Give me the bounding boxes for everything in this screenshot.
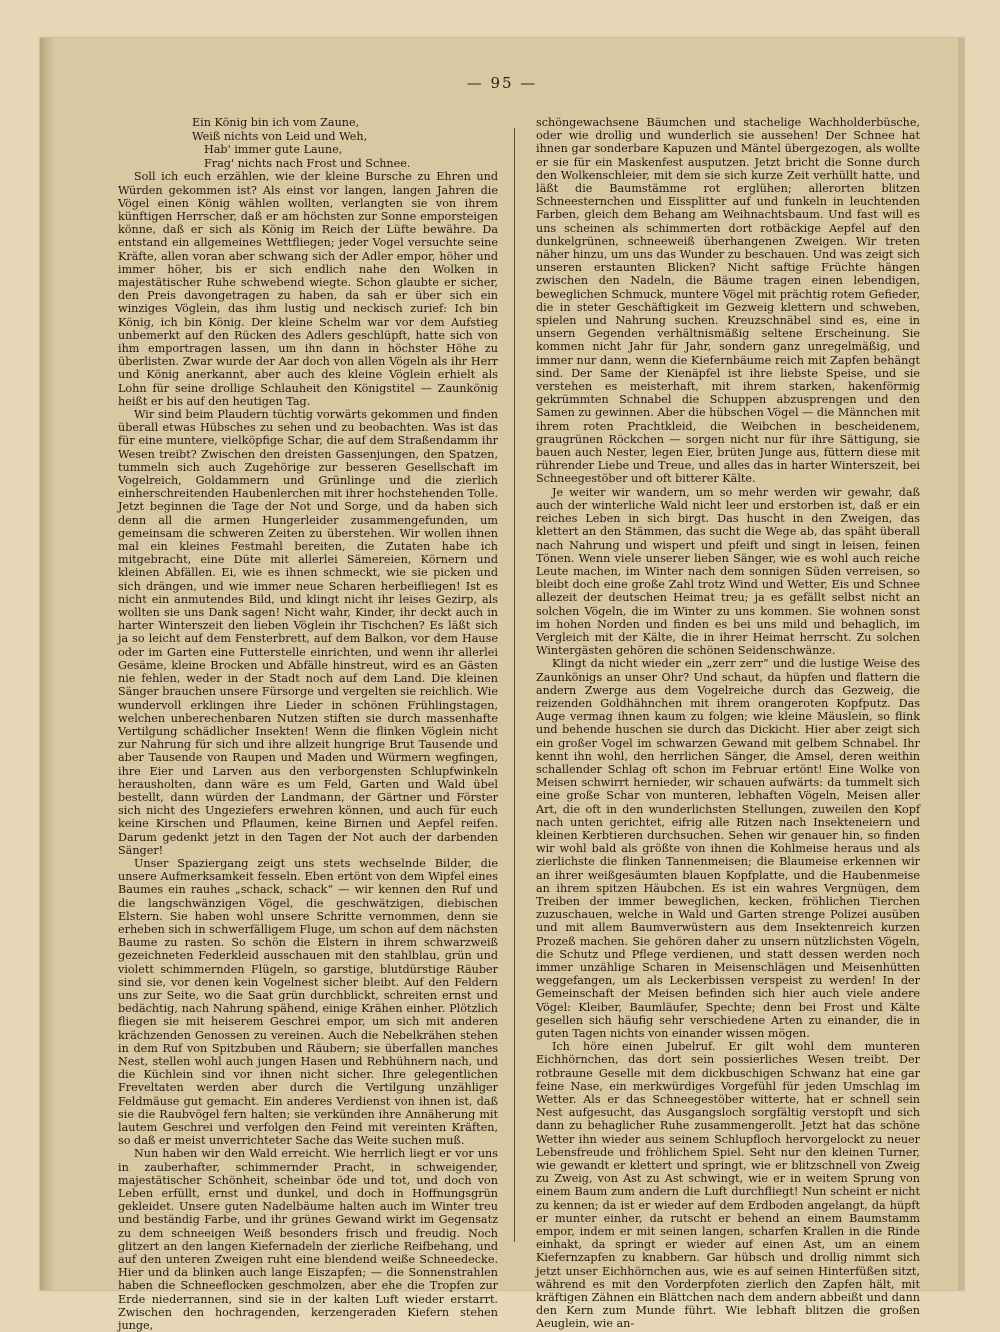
page-number: — 95 —: [466, 74, 538, 92]
paragraph: Nun haben wir den Wald erreicht. Wie herrlich liegt er vor uns in zauberhafter, schimmernder Pracht, in schweigender, majestätischer Schönheit, scheinbar öde und tot, und doch von Leben erfüllt, ernst und dunkel, und doch in Hoffnungsgrün gekleidet. Unsere guten Nadelbäume halten auch im Winter treu und beständig Farbe, und ihr grünes Gewand wirkt im Gegensatz zu dem schneeigen Weiß besonders frisch und freudig. Noch glitzert an den langen Kiefernadeln der zierliche Reifbehang, und auf den unteren Zweigen ruht eine blendend weiße Schneedecke. Hier und da blinken auch lange Eiszapfen; — die Sonnenstrahlen haben die Schneeflocken geschmolzen, aber ehe die Tropfen zur Erde niederrannen, sind sie in der kalten Luft wieder erstarrt. Zwischen den hochragenden, kerzengeraden Kiefern stehen junge,: [118, 1147, 498, 1332]
paragraph: Unser Spaziergang zeigt uns stets wechselnde Bilder, die unsere Aufmerksamkeit fesseln. Eben ertönt von dem Wipfel eines Baumes ein rauhes „schack, schack“ — wir kennen den Ruf und die langschwänzigen Vögel, die geschwätzigen, diebischen Elstern. Sie haben wohl unsere Schritte vernommen, denn sie erheben sich in schwerfälligem Fluge, um schon auf dem nächsten Baume zu rasten. So schön die Elstern in ihrem schwarzweiß gezeichneten Federkleid ausschauen mit den stahlblau, grün und violett schimmernden Flügeln, so garstige, blutdürstige Räuber sind sie, vor denen kein Vogelnest sicher bleibt. Auf den Feldern uns zur Seite, wo die Saat grün durchblickt, schreiten ernst und bedächtig, nach Nahrung spähend, einige Krähen einher. Plötzlich fliegen sie mit heiserem Geschrei empor, um sich mit anderen krächzenden Genossen zu vereinen. Auch die Nebelkrähen stehen in dem Ruf von Spitzbuben und Räubern; sie überfallen manches Nest, stellen wohl auch jungen Hasen und Rebhühnern nach, und die Küchlein sind vor ihnen nicht sicher. Ihre gelegentlichen Freveltaten werden aber durch die Vertilgung unzähliger Feldmäuse gut gemacht. Ein anderes Verdienst von ihnen ist, daß sie die Raubvögel fern halten; sie verkünden ihre Annäherung mit lautem Geschrei und verfolgen den Feind mit vereinten Kräften, so daß er meist unverrichteter Sache das Weite suchen muß.: [118, 856, 498, 1148]
poem-line: Frag' nichts nach Frost und Schnee.: [204, 156, 411, 170]
paragraph: Soll ich euch erzählen, wie der kleine Bursche zu Ehren und Würden gekommen ist? Als einst vor langen, langen Jahren die Vögel einen König wählen wollten, verlangten sie von ihrem künftigen Herrscher, daß er am höchsten zur Sonne emporsteigen könne, daß er sich als König im Reich der Lüfte bewähre. Da entstand ein allgemeines Wettfliegen; jeder Vogel versuchte seine Kräfte, allen voran aber schwang sich der Adler empor, höher und immer höher, bis er sich endlich nahe den Wolken in majestätischer Ruhe schwebend wiegte. Schon glaubte er sicher, den Preis davongetragen zu haben, da sah er über sich ein winziges Vöglein, das ihm lustig und neckisch zurief: Ich bin König, ich bin König. Der kleine Schelm war vor dem Aufstieg unbemerkt auf den Rücken des Adlers geschlüpft, hatte sich von ihm emportragen lassen, um ihn dann in höchster Höhe zu überlisten. Zwar wurde der Aar doch von allen Vögeln als ihr Herr und König anerkannt, aber auch des kleine Vöglein erhielt als Lohn für seine drollige Schlauheit den Königstitel — Zaunkönig heißt er bis auf den heutigen Tag.: [118, 170, 498, 408]
left-column: [118, 116, 498, 1332]
paragraph: schöngewachsene Bäumchen und stachelige Wachholderbüsche, oder wie drollig und wunderlich sie aussehen! Der Schnee hat ihnen gar sonderbare Kapuzen und Mäntel übergezogen, als wollte er sie für ein Maskenfest ausputzen. Jetzt bricht die Sonne durch den Wolkenschleier, mit dem sie sich kurze Zeit verhüllt hatte, und läßt die Baumstämme rot erglühen; allerorten blitzen Schneesternchen und Eissplitter auf und funkeln in leuchtenden Farben, gleich dem Behang am Weihnachtsbaum. Und fast will es uns scheinen als schimmerten dort rotbäckige Aepfel auf den dunkelgrünen, schneeweiß überhangenen Zweigen. Wir treten näher hinzu, um uns das Wunder zu beschauen. Und was zeigt sich unseren erstaunten Blicken? Nicht saftige Früchte hängen zwischen den Nadeln, die Bäume tragen einen lebendigen, beweglichen Schmuck, muntere Vögel mit prächtig rotem Gefieder, die in steter Geschäftigkeit im Gezweig klettern und schweben, spielen und Nahrung suchen. Kreuzschnäbel sind es, eine in unsern Gegenden verhältnismäßig seltene Erscheinung. Sie kommen nicht Jahr für Jahr, sondern ganz unregelmäßig, und immer nur dann, wenn die Kiefernbäume reich mit Zapfen behängt sind. Der Same der Kienäpfel ist ihre liebste Speise, und sie verstehen es meisterhaft, mit ihrem starken, hakenförmig gekrümmten Schnabel die Schuppen abzusprengen und den Samen zu gewinnen. Aber die hübschen Vögel — die Männchen mit ihrem roten Prachtkleid, die Weibchen in bescheidenem, graugrünen Röckchen — sorgen nicht nur für ihre Sättigung, sie bauen auch Nester, legen Eier, brüten Junge aus, füttern diese mit rührender Liebe und Treue, und alles das in harter Winterszeit, bei Schneegestöber und oft bitterer Kälte.: [536, 116, 920, 486]
page-edge: [958, 38, 964, 1290]
paragraph: Klingt da nicht wieder ein „zerr zerr“ und die lustige Weise des Zaunkönigs an unser Ohr? Und schaut, da hüpfen und flattern die andern Zwerge aus dem Vogelreiche durch das Gezweig, die reizenden Goldhähnchen mit ihrem orangeroten Kopfputz. Das Auge vermag ihnen kaum zu folgen; wie kleine Mäuslein, so flink und behende huschen sie durch das Dickicht. Hier aber zeigt sich ein großer Vogel im schwarzen Gewand mit gelbem Schnabel. Ihr kennt ihn wohl, den herrlichen Sänger, die Amsel, deren weithin schallender Schlag oft schon im Februar ertönt! Eine Wolke von Meisen schwirrt hernieder, wir schauen aufwärts: da tummelt sich eine große Schar von munteren, lebhaften Vögeln, Meisen aller Art, die oft in den wunderlichsten Stellungen, zuweilen den Kopf nach unten gerichtet, eifrig alle Ritzen nach Insekteneiern und kleinen Kerbtieren durchsuchen. Sehen wir genauer hin, so finden wir wohl bald als größte von ihnen die Kohlmeise heraus und als zierlichste die flinken Tannenmeisen; die Blaumeise erkennen wir an ihrer weißgesäumten blauen Kopfplatte, und die Haubenmeise an ihrem spitzen Häubchen. Es ist ein wahres Vergnügen, dem Treiben der immer beweglichen, kecken, fröhlichen Tierchen zuzuschauen, welche in Wald und Garten strenge Polizei ausüben und mit allem Baumverwüstern aus dem Insektenreich kurzen Prozeß machen. Sie gehören daher zu unsern nützlichsten Vögeln, die Schutz und Pflege verdienen, und statt dessen werden noch immer unzählige Scharen in Meisenschlägen und Meisenhütten weggefangen, um als Leckerbissen verspeist zu werden! In der Gemeinschaft der Meisen befinden sich hier auch viele andere Vögel: Kleiber, Baumläufer, Spechte; denn bei Frost und Kälte gesellen sich häufig sehr verschiedene Arten zu einander, die in guten Tagen nichts von einander wissen mögen.: [536, 657, 920, 1041]
poem-line: Weiß nichts von Leid und Weh,: [192, 129, 368, 143]
right-column: [536, 116, 920, 1331]
paragraph: Wir sind beim Plaudern tüchtig vorwärts gekommen und finden überall etwas Hübsches zu sehen und zu beobachten. Was ist das für eine muntere, vielköpfige Schar, die auf dem Straßendamm ihr Wesen treibt? Zwischen den dreisten Gassenjungen, den Spatzen, tummeln sich auch Zugehörige zur besseren Gesellschaft im Vogelreich, Goldammern und Grünlinge und die zierlich einherschreitenden Haubenlerchen mit ihrer hochstehenden Tolle. Jetzt beginnen die Tage der Not und Sorge, und da haben sich denn all die armen Hungerleider zusammengefunden, um gemeinsam die schweren Zeiten zu überstehen. Wir wollen ihnen mal ein kleines Festmahl bereiten, die Zutaten habe ich mitgebracht, eine Düte mit allerlei Sämereien, Körnern und kleinen Abfällen. Ei, wie es ihnen schmeckt, wie sie picken und sich drängen, und wie immer neue Scharen herbeifliegen! Ist es nicht ein anmutendes Bild, und klingt nicht ihr leises Gezirp, als wollten sie uns Dank sagen! Nicht wahr, Kinder, ihr deckt auch in harter Winterszeit den lieben Vöglein ihr Tischchen? Es läßt sich ja so leicht auf dem Fensterbrett, auf dem Balkon, vor dem Hause oder im Garten eine Futterstelle einrichten, und wenn ihr allerlei Gesäme, kleine Brocken und Abfälle hinstreut, wird es an Gästen nie fehlen, weder in der Stadt noch auf dem Land. Die kleinen Sänger brauchen unsere Fürsorge und vergelten sie reichlich. Wie wundervoll erklingen ihre Lieder in schönen Frühlingstagen, welchen unberechenbaren Nutzen stiften sie durch massenhafte Vertilgung schädlicher Insekten! Wenn die flinken Vöglein nicht zur Nahrung für sich und ihre allzeit hungrige Brut Tausende und aber Tausende von Raupen und Maden und Würmern wegfingen, ihre Eier und Larven aus den verborgensten Schlupfwinkeln herausholten, dann wäre es um Feld, Garten und Wald übel bestellt, dann würden der Landmann, der Gärtner und Förster sich nicht des Ungeziefers erwehren können, und auch für euch keine Kirschen und Pflaumen, keine Birnen und Aepfel reifen. Darum gedenkt jetzt in den Tagen der Not auch der darbenden Sänger!: [118, 408, 498, 857]
magazine-page: [40, 38, 964, 1332]
paragraph: Ich höre einen Jubelruf. Er gilt wohl dem munteren Eichhörnchen, das dort sein possierliches Wesen treibt. Der rotbraune Geselle mit dem dickbuschigen Schwanz hat eine gar feine Nase, ein merkwürdiges Vorgefühl für jeden Umschlag im Wetter. Als er das Schneegestöber witterte, hat er schnell sein Nest aufgesucht, das Ausgangsloch sorgfältig verstopft und sich dann zu behaglicher Ruhe zusammengerollt. Jetzt hat das schöne Wetter ihn wieder aus seinem Schlupfloch hervorgelockt zu neuer Lebensfreude und fröhlichem Spiel. Seht nur den kleinen Turner, wie gewandt er klettert und springt, wie er blitzschnell von Zweig zu Zweig, von Ast zu Ast schwingt, wie er in weitem Sprung von einem Baum zum andern die Luft durchfliegt! Nun scheint er nicht zu kennen; da ist er wieder auf dem Erdboden angelangt, da hüpft er munter einher, da rutscht er behend an einem Baumstamm empor, indem er mit seinen langen, scharfen Krallen in die Rinde einhakt, da springt er wieder auf einen Ast, um an einem Kiefernzapfen zu knabbern. Gar hübsch und drollig nimmt sich jetzt unser Eichhörnchen aus, wie es auf seinen Hinterfüßen sitzt, während es mit den Vorderpfoten zierlich den Zapfen hält, mit kräftigen Zähnen ein Blättchen nach dem andern abbeißt und dann den Kern zum Munde führt. Wie lebhaft blitzen die großen Aeuglein, wie an-: [536, 1040, 920, 1331]
poem-line: Hab' immer gute Laune,: [204, 143, 343, 157]
binding-fold: [40, 38, 54, 1290]
column-divider: [514, 128, 515, 1242]
paragraph: Je weiter wir wandern, um so mehr werden wir gewahr, daß auch der winterliche Wald nicht leer und erstorben ist, daß er ein reiches Leben in sich birgt. Das huscht in den Zweigen, das klettert an den Stämmen, das sucht die Wege ab, das späht überall nach Nahrung und wispert und pfeift und singt in leisen, feinen Tönen. Wenn viele unserer lieben Sänger, wie es wohl auch reiche Leute machen, im Winter nach dem sonnigen Süden verreisen, so bleibt doch eine große Zahl trotz Wind und Wetter, Eis und Schnee allezeit der deutschen Heimat treu; ja es gefällt selbst nicht an solchen Vögeln, die im Winter zu uns kommen. Sie wohnen sonst im hohen Norden und finden es bei uns mild und behaglich, im Vergleich mit der Kälte, die in ihrer Heimat herrscht. Zu solchen Wintergästen gehören die schönen Seidenschwänze.: [536, 485, 920, 658]
poem-line: Ein König bin ich vom Zaune,: [192, 116, 360, 129]
poem: [192, 116, 498, 170]
